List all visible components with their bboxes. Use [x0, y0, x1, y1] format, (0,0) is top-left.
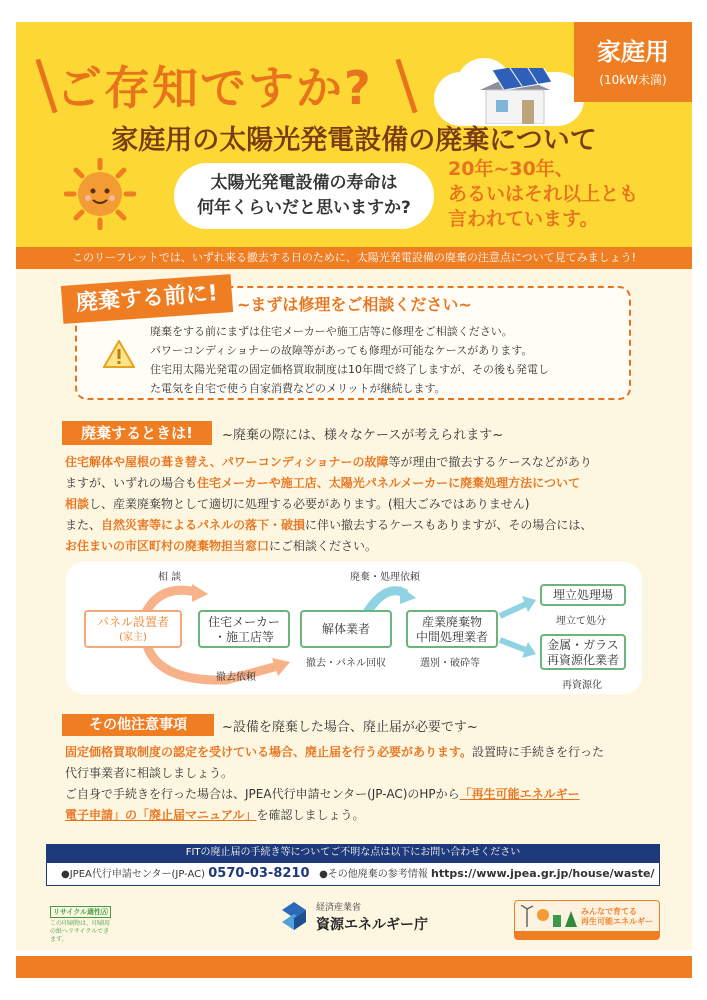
node-label: 解体業者	[321, 622, 370, 636]
disposal-paragraph	[65, 452, 655, 557]
badge-label: 家庭用	[597, 38, 669, 66]
text-line: 住宅用太陽光発電の固定価格買取制度は10年間で終了しますが、その後も発電し	[150, 363, 549, 376]
highlight-text: 住宅解体や屋根の葺き替え、パワーコンディショナーの故障	[65, 455, 389, 469]
node-label: 再資源化業者	[546, 653, 619, 667]
hero-title: ご存知ですか?	[56, 61, 373, 115]
sun-mascot-icon	[64, 158, 136, 230]
energy-illustration-icon	[519, 905, 577, 929]
highlight-text: 住宅メーカーや施工店、太陽光パネルメーカーに廃棄処理方法について	[197, 476, 580, 490]
solar-house-icon	[470, 68, 560, 124]
body-text: を確認しましょう。	[256, 808, 365, 822]
body-text: に伴い撤去するケースもありますが、その場合には、	[305, 518, 593, 532]
logo-text	[581, 907, 653, 927]
agency-name: 資源エネルギー庁	[316, 917, 428, 933]
node-label: 住宅メーカー	[208, 615, 280, 629]
logo-strip	[515, 931, 659, 939]
node-label: 産業廃棄物	[421, 615, 482, 629]
renewable-energy-logo	[514, 900, 660, 940]
processor-sublabel: 選別・破砕等	[420, 658, 480, 669]
section-tag-when-disposing: 廃棄するときは!	[62, 421, 212, 445]
answer-text	[448, 157, 638, 232]
agency-emblem-icon	[278, 900, 310, 936]
highlight-text: 自然災害等によるパネルの落下・破損	[101, 518, 306, 532]
logo-line: みんなで育てる	[581, 907, 637, 916]
contact-phone[interactable]: 0570-03-8210	[208, 866, 310, 881]
other-info-label: ●その他廃棄の参考情報	[319, 869, 428, 880]
warning-icon	[103, 340, 135, 368]
dismantler-sublabel: 撤去・パネル回収	[306, 658, 386, 669]
section-heading: ~廃棄の際には、様々なケースが考えられます~	[222, 428, 504, 443]
contact-banner: FITの廃止届の手続き等についてご不明な点は以下にお問い合わせください	[46, 844, 660, 862]
notes-paragraph	[65, 742, 655, 826]
question-line: 何年くらいだと思いますか?	[197, 198, 411, 218]
maker-node	[198, 610, 290, 648]
highlight-text: お住まいの市区町村の廃棄物担当窓口	[65, 539, 270, 553]
intro-banner: このリーフレットでは、いずれ来る撤去する日のために、太陽光発電設備の廃棄の注意点について見てみましょう!	[16, 247, 692, 269]
question-bubble	[174, 163, 434, 229]
slash-decoration	[395, 59, 417, 114]
landfill-sublabel: 埋立て処分	[556, 616, 606, 627]
ministry-name: 経済産業省	[316, 903, 362, 913]
text-line: た電気を自宅で使う自家消費などのメリットが継続します。	[150, 382, 446, 395]
page-subtitle: 家庭用の太陽光発電設備の廃棄について	[111, 125, 597, 156]
text-line: 廃棄をする前にまずは住宅メーカーや施工店等に修理をご相談ください。	[150, 325, 513, 338]
answer-line: あるいはそれ以上とも	[448, 183, 639, 205]
body-text: し、産業廃棄物として適切に処理する必要があります。(粗大ごみではありません)	[89, 497, 530, 511]
contact-info	[46, 862, 660, 886]
recycle-mark	[50, 906, 114, 942]
badge-sublabel: (10kW未満)	[599, 73, 667, 87]
request-removal-label: 撤去依頼	[216, 672, 256, 683]
dismantler-node	[300, 610, 392, 648]
recycler-node	[540, 634, 626, 670]
section-heading: ~設備を廃棄した場合、廃止届が必要です~	[222, 720, 478, 735]
body-text: 設置時に手続きを行った	[472, 745, 605, 759]
disposal-request-label: 廃棄・処理依頼	[350, 572, 420, 583]
highlight-text: 相談	[65, 497, 90, 511]
section-tag-before-disposal: 廃棄する前に!	[61, 274, 233, 324]
section-heading: ~まずは修理をご相談ください~	[237, 295, 472, 314]
answer-line: 20年~30年、	[448, 158, 574, 180]
agency-logo	[278, 898, 438, 938]
body-text: ご自身で手続きを行った場合は、JPEA代行申請センター(JP-AC)のHPから	[65, 787, 460, 801]
reference-url[interactable]: https://www.jpea.gr.jp/house/waste/	[430, 867, 655, 880]
consult-label: 相 談	[158, 572, 182, 583]
body-text: 等が理由で撤去するケースなどがあり	[388, 455, 592, 469]
node-label: 埋立処理場	[552, 588, 613, 602]
recycler-sublabel: 再資源化	[562, 680, 602, 691]
disposal-flow-diagram	[66, 562, 642, 694]
body-text: にご相談ください。	[269, 539, 378, 553]
body-text: ますが、いずれの場合も	[65, 476, 198, 490]
bottom-bar	[16, 956, 692, 978]
node-sublabel: (家主)	[119, 632, 147, 643]
body-text: また、	[65, 518, 102, 532]
manual-link[interactable]: 「再生可能エネルギー	[459, 787, 580, 801]
slash-decoration	[35, 59, 57, 114]
body-text: 代行事業者に相談しましょう。	[65, 766, 234, 780]
landfill-node	[540, 584, 626, 606]
contact-center-label: ●JPEA代行申請センター(JP-AC)	[61, 869, 206, 880]
hero-header	[16, 22, 692, 247]
household-badge	[574, 22, 692, 102]
node-label: パネル設置者	[96, 615, 169, 629]
answer-line: 言われています。	[448, 208, 599, 230]
section-tag-other-notes: その他注意事項	[62, 714, 214, 736]
node-label: ・施工店等	[213, 630, 274, 644]
processor-node	[406, 610, 498, 648]
recycle-note: この印刷物は、印刷用の紙へリサイクルできます。	[50, 920, 111, 943]
highlight-text: 固定価格買取制度の認定を受けている場合、廃止届を行う必要があります。	[65, 745, 473, 759]
question-line: 太陽光発電設備の寿命は	[210, 173, 398, 193]
recycle-badge: リサイクル適性Ⓐ	[50, 906, 111, 918]
panel-owner-node	[84, 610, 182, 648]
manual-link[interactable]: 電子申請」の「廃止届マニュアル」	[65, 808, 257, 822]
text-line: パワーコンディショナーの故障等があっても修理が可能なケースがあります。	[150, 344, 533, 357]
logo-line: 再生可能エネルギー	[581, 917, 653, 926]
node-label: 金属・ガラス	[547, 638, 619, 652]
repair-notice-text	[150, 322, 620, 398]
node-label: 中間処理業者	[415, 630, 488, 644]
